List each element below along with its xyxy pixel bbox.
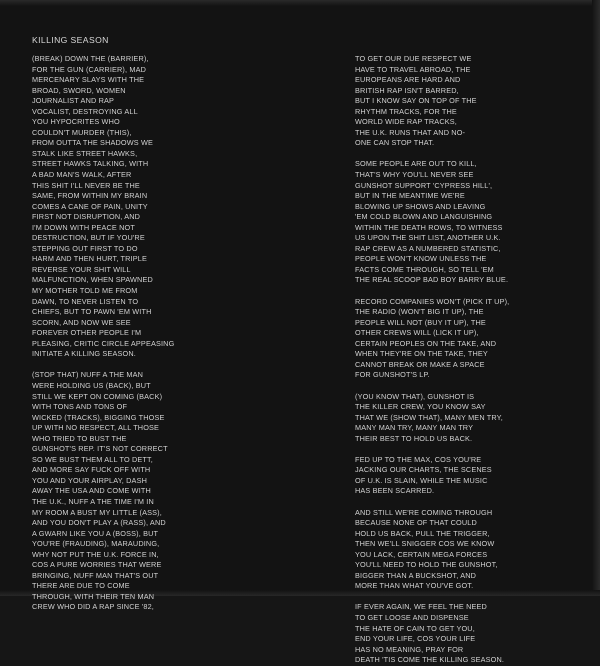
- stanza-gap: [355, 444, 585, 455]
- song-title: KILLING SEASON: [32, 35, 109, 45]
- lyric-line: FROM OUTTA THE SHADOWS WE: [32, 138, 154, 148]
- lyric-line: COS A PURE WORRIES THAT WERE: [32, 560, 162, 570]
- lyric-line: BRINGING, NUFF MAN THAT'S OUT: [32, 570, 159, 580]
- lyric-line: IF EVER AGAIN, WE FEEL THE NEED: [355, 602, 487, 612]
- lyric-line: THAT'S WHY YOU'LL NEVER SEE: [355, 170, 474, 180]
- lyric-line: CREW WHO DID A RAP SINCE '82,: [32, 602, 154, 612]
- lyric-line: A BAD MAN'S WALK, AFTER: [32, 170, 132, 180]
- lyric-line: US UPON THE SHIT LIST, ANOTHER U.K.: [355, 233, 501, 243]
- lyrics-stanza: [355, 297, 585, 381]
- lyric-line: OF U.K. IS SLAIN, WHILE THE MUSIC: [355, 475, 488, 485]
- page-top-edge: [0, 0, 600, 6]
- lyric-line: FIRST NOT DISRUPTION, AND: [32, 212, 141, 222]
- lyric-line: THERE ARE DUE TO COME: [32, 581, 130, 591]
- lyric-line: AWAY THE USA AND COME WITH: [32, 486, 151, 496]
- lyric-line: AND YOU DON'T PLAY A (RASS), AND: [32, 518, 166, 528]
- lyric-line: CANNOT BREAK OR MAKE A SPACE: [355, 359, 485, 369]
- stanza-gap: [32, 360, 262, 371]
- lyric-line: MALFUNCTION, WHEN SPAWNED: [32, 275, 153, 285]
- lyric-line: (STOP THAT) NUFF A THE MAN: [32, 370, 144, 380]
- lyric-line: WORLD WIDE RAP TRACKS,: [355, 117, 457, 127]
- lyric-line: YOU LACK, CERTAIN MEGA FORCES: [355, 549, 488, 559]
- lyric-line: HOLD US BACK, PULL THE TRIGGER,: [355, 528, 490, 538]
- lyric-line: MY MOTHER TOLD ME FROM: [32, 286, 138, 296]
- lyric-line: BRITISH RAP ISN'T BARRED,: [355, 85, 459, 95]
- lyric-line: FOR GUNSHOT'S LP.: [355, 370, 430, 380]
- lyric-line: STREET HAWKS TALKING, WITH: [32, 159, 149, 169]
- lyric-line: DESTRUCTION, BUT IF YOU'RE: [32, 233, 145, 243]
- lyric-line: WITH TONS AND TONS OF: [32, 402, 128, 412]
- lyric-line: TO GET LOOSE AND DISPENSE: [355, 612, 469, 622]
- lyric-line: REVERSE YOUR SHIT WILL: [32, 264, 131, 274]
- lyric-line: A GWARN LIKE YOU A (BOSS), BUT: [32, 528, 159, 538]
- lyric-line: RHYTHM TRACKS, FOR THE: [355, 106, 457, 116]
- lyric-line: HAS BEEN SCARRED.: [355, 486, 435, 496]
- lyric-line: VOCALIST, DESTROYING ALL: [32, 106, 138, 116]
- lyric-line: SO WE BUST THEM ALL TO DETT,: [32, 454, 153, 464]
- lyric-line: GUNSHOT'S REP. IT'S NOT CORRECT: [32, 444, 168, 454]
- lyrics-left-column: [32, 54, 262, 613]
- lyric-line: THE U.K. RUNS THAT AND NO-: [355, 127, 466, 137]
- lyric-line: EUROPEANS ARE HARD AND: [355, 75, 461, 85]
- lyric-line: JACKING OUR CHARTS, THE SCENES: [355, 465, 492, 475]
- lyric-line: UP WITH NO RESPECT, ALL THOSE: [32, 423, 160, 433]
- lyric-line: FOREVER OTHER PEOPLE I'M: [32, 328, 142, 338]
- lyric-line: DEATH 'TIS COME THE KILLING SEASON.: [355, 655, 505, 665]
- page-right-edge: [592, 0, 600, 596]
- lyric-line: END YOUR LIFE, COS YOUR LIFE: [355, 634, 476, 644]
- lyrics-right-column: [355, 54, 585, 666]
- lyrics-stanza: [355, 392, 585, 445]
- lyric-line: THE U.K., NUFF A THE TIME I'M IN: [32, 496, 154, 506]
- lyric-line: I'M DOWN WITH PEACE NOT: [32, 222, 135, 232]
- lyric-line: CERTAIN PEOPLES ON THE TAKE, AND: [355, 338, 497, 348]
- lyric-line: PEOPLE WON'T KNOW UNLESS THE: [355, 254, 487, 264]
- lyric-line: BROAD, SWORD, WOMEN: [32, 85, 126, 95]
- lyric-line: FOR THE GUN (CARRIER), MAD: [32, 64, 147, 74]
- lyric-line: OTHER CREWS WILL (LICK IT UP),: [355, 328, 479, 338]
- lyric-line: MANY MAN TRY, MANY MAN TRY: [355, 423, 474, 433]
- lyric-line: RAP CREW AS A NUMBERED STATISTIC,: [355, 243, 501, 253]
- lyric-line: THAT WE (SHOW THAT), MANY MEN TRY,: [355, 412, 503, 422]
- lyric-line: YOU AND YOUR AIRPLAY, DASH: [32, 475, 148, 485]
- lyric-line: THEN WE'LL SNIGGER COS WE KNOW: [355, 539, 495, 549]
- lyric-line: BUT IN THE MEANTIME WE'RE: [355, 191, 465, 201]
- lyric-line: HARM AND THEN HURT, TRIPLE: [32, 254, 147, 264]
- lyric-line: (BREAK) DOWN THE (BARRIER),: [32, 54, 149, 63]
- lyrics-stanza: [355, 602, 585, 665]
- lyric-line: FACTS COME THROUGH, SO TELL 'EM: [355, 264, 494, 274]
- lyric-line: SAME, FROM WITHIN MY BRAIN: [32, 191, 148, 201]
- lyric-line: CHIEFS, BUT TO PAWN 'EM WITH: [32, 307, 152, 317]
- stanza-gap: [355, 149, 585, 160]
- lyric-line: BIGGER THAN A BUCKSHOT, AND: [355, 570, 477, 580]
- lyrics-stanza: [355, 159, 585, 286]
- lyric-line: THROUGH, WITH THEIR TEN MAN: [32, 591, 155, 601]
- lyrics-stanza: [355, 54, 585, 149]
- lyric-line: MY ROOM A BUST MY LITTLE (ASS),: [32, 507, 162, 517]
- lyric-line: THE HATE OF CAIN TO GET YOU,: [355, 623, 475, 633]
- lyrics-stanza: [355, 508, 585, 592]
- stanza-gap: [355, 592, 585, 603]
- lyric-line: GUNSHOT SUPPORT 'CYPRESS HILL',: [355, 180, 493, 190]
- lyrics-stanza: [32, 54, 262, 360]
- lyric-line: THE RADIO (WON'T BIG IT UP), THE: [355, 307, 484, 317]
- lyric-line: TO GET OUR DUE RESPECT WE: [355, 54, 472, 63]
- lyric-line: WHO TRIED TO BUST THE: [32, 433, 127, 443]
- lyric-line: STILL WE KEPT ON COMING (BACK): [32, 391, 163, 401]
- lyric-line: YOU HYPOCRITES WHO: [32, 117, 120, 127]
- lyric-line: BECAUSE NONE OF THAT COULD: [355, 518, 477, 528]
- lyric-line: WITHIN THE DEATH ROWS, TO WITNESS: [355, 222, 503, 232]
- lyric-line: THE REAL SCOOP BAD BOY BARRY BLUE.: [355, 275, 509, 285]
- lyric-line: PLEASING, CRITIC CIRCLE APPEASING: [32, 338, 175, 348]
- lyrics-stanza: [355, 455, 585, 497]
- lyric-line: STEPPING OUT FIRST TO DO: [32, 243, 138, 253]
- lyric-line: WHEN THEY'RE ON THE TAKE, THEY: [355, 349, 488, 359]
- lyric-line: PEOPLE WILL NOT (BUY IT UP), THE: [355, 317, 486, 327]
- lyric-line: AND MORE SAY FUCK OFF WITH: [32, 465, 151, 475]
- lyric-line: (YOU KNOW THAT), GUNSHOT IS: [355, 391, 475, 401]
- lyric-line: WHY NOT PUT THE U.K. FORCE IN,: [32, 549, 159, 559]
- lyric-line: JOURNALIST AND RAP: [32, 96, 115, 106]
- lyric-line: RECORD COMPANIES WON'T (PICK IT UP),: [355, 296, 510, 306]
- lyric-line: BUT I KNOW SAY ON TOP OF THE: [355, 96, 477, 106]
- lyric-line: THE KILLER CREW, YOU KNOW SAY: [355, 402, 486, 412]
- lyric-line: AND STILL WE'RE COMING THROUGH: [355, 507, 493, 517]
- lyric-line: YOU'RE (FRAUDING), MARAUDING,: [32, 539, 160, 549]
- lyric-line: THIS SHIT I'LL NEVER BE THE: [32, 180, 140, 190]
- lyric-line: SCORN, AND NOW WE SEE: [32, 317, 131, 327]
- lyrics-stanza: [32, 370, 262, 613]
- lyric-line: COULDN'T MURDER (THIS),: [32, 127, 132, 137]
- lyric-line: MERCENARY SLAYS WITH THE: [32, 75, 145, 85]
- lyric-line: COMES A CANE OF PAIN, UNITY: [32, 201, 148, 211]
- lyric-line: STALK LIKE STREET HAWKS,: [32, 148, 138, 158]
- lyric-line: SOME PEOPLE ARE OUT TO KILL,: [355, 159, 477, 169]
- lyric-line: YOU'LL NEED TO HOLD THE GUNSHOT,: [355, 560, 498, 570]
- lyric-line: WICKED (TRACKS), BIGGING THOSE: [32, 412, 165, 422]
- lyric-line: INITIATE A KILLING SEASON.: [32, 349, 136, 359]
- lyric-line: BLOWING UP SHOWS AND LEAVING: [355, 201, 486, 211]
- lyric-line: MORE THAN WHAT YOU'VE GOT.: [355, 581, 474, 591]
- stanza-gap: [355, 286, 585, 297]
- lyric-line: DAWN, TO NEVER LISTEN TO: [32, 296, 139, 306]
- lyric-line: ONE CAN STOP THAT.: [355, 138, 435, 148]
- lyric-line: 'EM COLD BLOWN AND LANGUISHING: [355, 212, 493, 222]
- stanza-gap: [355, 381, 585, 392]
- lyric-line: HAVE TO TRAVEL ABROAD, THE: [355, 64, 471, 74]
- lyric-line: THEIR BEST TO HOLD US BACK.: [355, 433, 473, 443]
- lyric-line: HAS NO MEANING, PRAY FOR: [355, 644, 464, 654]
- stanza-gap: [355, 497, 585, 508]
- lyric-line: FED UP TO THE MAX, COS YOU'RE: [355, 454, 482, 464]
- lyric-line: WERE HOLDING US (BACK), BUT: [32, 380, 151, 390]
